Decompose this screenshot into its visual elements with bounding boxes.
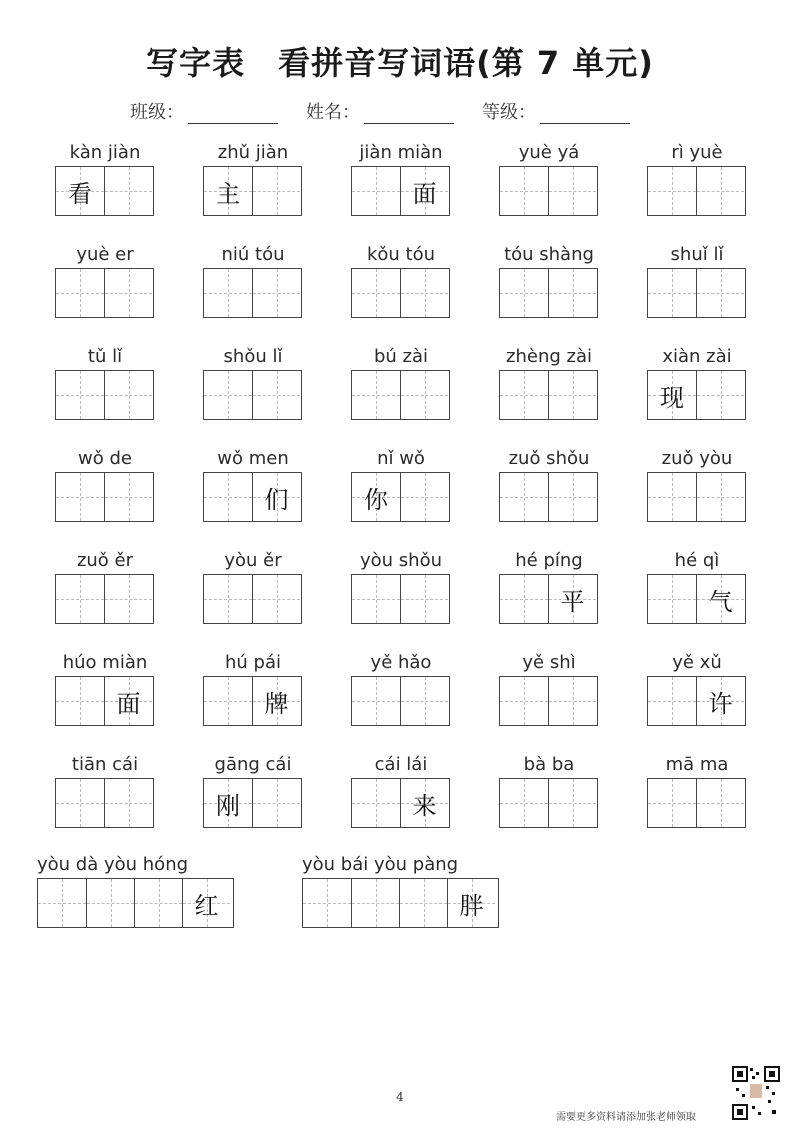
writing-box[interactable] bbox=[696, 167, 744, 215]
hanzi-char bbox=[105, 575, 152, 623]
writing-box[interactable] bbox=[500, 575, 548, 623]
pinyin-label: mā ma bbox=[665, 754, 729, 775]
writing-box[interactable] bbox=[400, 473, 448, 521]
word-cell bbox=[499, 548, 599, 624]
hanzi-char bbox=[204, 473, 252, 521]
writing-box[interactable] bbox=[648, 371, 696, 419]
word-cell bbox=[647, 140, 747, 216]
writing-box[interactable] bbox=[252, 167, 300, 215]
hanzi-char bbox=[135, 879, 182, 927]
hanzi-char bbox=[648, 167, 696, 215]
hanzi-char bbox=[56, 473, 104, 521]
pinyin-label: niú tóu bbox=[221, 244, 285, 265]
hanzi-char bbox=[697, 371, 744, 419]
pinyin-label: yě shì bbox=[522, 652, 576, 673]
writing-box[interactable] bbox=[204, 473, 252, 521]
writing-box[interactable] bbox=[182, 879, 230, 927]
hanzi-char bbox=[401, 575, 448, 623]
tianzige-boxes bbox=[647, 778, 746, 828]
grade-label: 等级： bbox=[482, 102, 536, 123]
hanzi-char bbox=[56, 575, 104, 623]
tianzige-boxes bbox=[55, 472, 154, 522]
word-cell bbox=[499, 650, 599, 726]
hanzi-char: 面 bbox=[412, 179, 437, 208]
hanzi-char bbox=[697, 779, 744, 827]
pinyin-label: shuǐ lǐ bbox=[670, 244, 724, 265]
tianzige-boxes bbox=[203, 268, 302, 318]
writing-box[interactable] bbox=[104, 371, 152, 419]
writing-box[interactable] bbox=[252, 779, 300, 827]
hanzi-char bbox=[549, 371, 596, 419]
hanzi-char bbox=[87, 879, 134, 927]
writing-box[interactable] bbox=[400, 779, 448, 827]
pinyin-label: kǒu tóu bbox=[366, 244, 436, 265]
page-number: 4 bbox=[396, 1090, 404, 1104]
hanzi-char bbox=[400, 879, 447, 927]
hanzi-char bbox=[253, 167, 300, 215]
word-cell bbox=[499, 242, 599, 318]
tianzige-boxes bbox=[499, 472, 598, 522]
writing-box[interactable] bbox=[648, 677, 696, 725]
pinyin-label: shǒu lǐ bbox=[223, 346, 283, 367]
tianzige-boxes bbox=[203, 676, 302, 726]
hanzi-char bbox=[352, 779, 400, 827]
writing-box[interactable] bbox=[548, 473, 596, 521]
word-cell bbox=[351, 650, 451, 726]
writing-box[interactable] bbox=[548, 677, 596, 725]
writing-box[interactable] bbox=[204, 167, 252, 215]
writing-box[interactable] bbox=[352, 269, 400, 317]
writing-box[interactable] bbox=[104, 779, 152, 827]
pinyin-label: tǔ lǐ bbox=[87, 346, 123, 367]
writing-box[interactable] bbox=[648, 269, 696, 317]
pinyin-label: yě hǎo bbox=[370, 652, 432, 673]
tianzige-boxes bbox=[302, 878, 499, 928]
writing-box[interactable] bbox=[104, 677, 152, 725]
pinyin-label: zuǒ ěr bbox=[76, 550, 134, 571]
word-cell bbox=[647, 242, 747, 318]
phrase-cell bbox=[302, 852, 502, 928]
word-cell bbox=[203, 242, 303, 318]
hanzi-char bbox=[352, 879, 399, 927]
writing-box[interactable] bbox=[252, 677, 300, 725]
pinyin-label: jiàn miàn bbox=[359, 142, 443, 163]
hanzi-char: 看 bbox=[68, 179, 92, 208]
writing-box[interactable] bbox=[134, 879, 182, 927]
tianzige-boxes bbox=[499, 676, 598, 726]
pinyin-label: zhǔ jiàn bbox=[217, 142, 289, 163]
tianzige-boxes bbox=[647, 370, 746, 420]
word-cell bbox=[499, 140, 599, 216]
writing-box[interactable] bbox=[56, 167, 104, 215]
writing-box[interactable] bbox=[352, 167, 400, 215]
tianzige-boxes bbox=[203, 778, 302, 828]
tianzige-boxes bbox=[499, 268, 598, 318]
writing-box[interactable] bbox=[204, 779, 252, 827]
tianzige-boxes bbox=[647, 574, 746, 624]
writing-box[interactable] bbox=[56, 473, 104, 521]
hanzi-char: 许 bbox=[708, 689, 733, 718]
writing-box[interactable] bbox=[548, 779, 596, 827]
hanzi-char bbox=[204, 677, 252, 725]
tianzige-boxes bbox=[55, 370, 154, 420]
pinyin-label: wǒ men bbox=[217, 448, 289, 469]
tianzige-boxes bbox=[499, 166, 598, 216]
writing-box[interactable] bbox=[696, 575, 744, 623]
hanzi-char bbox=[549, 167, 596, 215]
hanzi-char bbox=[401, 269, 448, 317]
writing-box[interactable] bbox=[352, 779, 400, 827]
writing-box[interactable] bbox=[252, 575, 300, 623]
hanzi-char bbox=[401, 473, 448, 521]
pinyin-label: kàn jiàn bbox=[69, 142, 141, 163]
pinyin-label: rì yuè bbox=[671, 142, 723, 163]
pinyin-label: yuè yá bbox=[518, 142, 580, 163]
hanzi-char bbox=[500, 269, 548, 317]
pinyin-label: tóu shàng bbox=[504, 244, 594, 265]
writing-box[interactable] bbox=[38, 879, 86, 927]
tianzige-boxes bbox=[499, 778, 598, 828]
pinyin-label: hé píng bbox=[515, 550, 583, 571]
hanzi-char bbox=[105, 779, 152, 827]
hanzi-char bbox=[105, 167, 152, 215]
word-cell bbox=[647, 650, 747, 726]
hanzi-char bbox=[648, 269, 696, 317]
word-cell bbox=[351, 140, 451, 216]
writing-box[interactable] bbox=[104, 575, 152, 623]
tianzige-boxes bbox=[55, 574, 154, 624]
word-cell bbox=[55, 242, 155, 318]
writing-box[interactable] bbox=[696, 371, 744, 419]
writing-box[interactable] bbox=[56, 779, 104, 827]
word-cell bbox=[55, 140, 155, 216]
word-cell bbox=[203, 446, 303, 522]
hanzi-char bbox=[401, 371, 448, 419]
writing-box[interactable] bbox=[500, 269, 548, 317]
hanzi-char bbox=[549, 269, 596, 317]
writing-box[interactable] bbox=[204, 677, 252, 725]
hanzi-char: 平 bbox=[560, 587, 585, 616]
word-cell bbox=[647, 446, 747, 522]
hanzi-char bbox=[105, 269, 152, 317]
word-cell bbox=[647, 548, 747, 624]
word-cell bbox=[55, 548, 155, 624]
tianzige-boxes bbox=[55, 166, 154, 216]
writing-box[interactable] bbox=[696, 269, 744, 317]
writing-box[interactable] bbox=[548, 167, 596, 215]
hanzi-char: 现 bbox=[660, 383, 684, 412]
writing-box[interactable] bbox=[252, 269, 300, 317]
hanzi-char: 红 bbox=[194, 891, 219, 920]
tianzige-boxes bbox=[351, 166, 450, 216]
writing-box[interactable] bbox=[696, 473, 744, 521]
tianzige-boxes bbox=[499, 574, 598, 624]
tianzige-boxes bbox=[647, 676, 746, 726]
hanzi-char bbox=[253, 779, 300, 827]
hanzi-char: 们 bbox=[264, 485, 289, 514]
pinyin-label: cái lái bbox=[374, 754, 428, 775]
writing-box[interactable] bbox=[548, 269, 596, 317]
tianzige-boxes bbox=[55, 778, 154, 828]
pinyin-label: hé qì bbox=[674, 550, 720, 571]
writing-box[interactable] bbox=[696, 779, 744, 827]
hanzi-char bbox=[56, 371, 104, 419]
name-label: 姓名： bbox=[306, 102, 360, 123]
word-cell bbox=[203, 548, 303, 624]
writing-box[interactable] bbox=[352, 575, 400, 623]
hanzi-char bbox=[56, 677, 104, 725]
tianzige-boxes bbox=[351, 472, 450, 522]
writing-box[interactable] bbox=[352, 371, 400, 419]
pinyin-label: zuǒ shǒu bbox=[508, 448, 590, 469]
word-cell bbox=[499, 446, 599, 522]
word-cell bbox=[203, 140, 303, 216]
pinyin-label: zhèng zài bbox=[506, 346, 592, 367]
word-cell bbox=[55, 752, 155, 828]
writing-box[interactable] bbox=[56, 371, 104, 419]
hanzi-char bbox=[352, 371, 400, 419]
tianzige-boxes bbox=[647, 268, 746, 318]
hanzi-char bbox=[500, 677, 548, 725]
pinyin-label: zuǒ yòu bbox=[661, 448, 733, 469]
hanzi-char bbox=[105, 371, 152, 419]
hanzi-char bbox=[352, 167, 400, 215]
writing-box[interactable] bbox=[400, 269, 448, 317]
hanzi-char: 牌 bbox=[264, 689, 289, 718]
writing-box[interactable] bbox=[447, 879, 495, 927]
writing-box[interactable] bbox=[400, 575, 448, 623]
tianzige-boxes bbox=[351, 370, 450, 420]
hanzi-char: 面 bbox=[116, 689, 141, 718]
pinyin-label: yòu ěr bbox=[224, 550, 282, 571]
hanzi-char bbox=[500, 575, 548, 623]
pinyin-label: yě xǔ bbox=[672, 652, 722, 673]
hanzi-char bbox=[697, 473, 744, 521]
tianzige-boxes bbox=[351, 574, 450, 624]
hanzi-char: 来 bbox=[412, 791, 437, 820]
writing-box[interactable] bbox=[648, 575, 696, 623]
hanzi-char bbox=[549, 779, 596, 827]
writing-box[interactable] bbox=[104, 473, 152, 521]
pinyin-label: gāng cái bbox=[214, 754, 292, 775]
writing-box[interactable] bbox=[204, 371, 252, 419]
qr-code-icon bbox=[732, 1066, 780, 1120]
tianzige-boxes bbox=[647, 472, 746, 522]
hanzi-char bbox=[648, 677, 696, 725]
tianzige-boxes bbox=[203, 472, 302, 522]
hanzi-char bbox=[105, 473, 152, 521]
writing-box[interactable] bbox=[56, 269, 104, 317]
word-cell bbox=[351, 242, 451, 318]
pinyin-label: yuè er bbox=[76, 244, 134, 265]
hanzi-char bbox=[253, 269, 300, 317]
writing-box[interactable] bbox=[500, 779, 548, 827]
page-title: 写字表 看拼音写词语(第 7 单元) bbox=[146, 44, 654, 82]
hanzi-char bbox=[204, 371, 252, 419]
hanzi-char bbox=[648, 779, 696, 827]
hanzi-char bbox=[500, 779, 548, 827]
tianzige-boxes bbox=[203, 370, 302, 420]
word-cell bbox=[55, 650, 155, 726]
writing-box[interactable] bbox=[351, 879, 399, 927]
word-cell bbox=[647, 752, 747, 828]
writing-box[interactable] bbox=[303, 879, 351, 927]
hanzi-char bbox=[56, 779, 104, 827]
writing-box[interactable] bbox=[548, 575, 596, 623]
writing-box[interactable] bbox=[56, 575, 104, 623]
hanzi-char bbox=[549, 677, 596, 725]
writing-box[interactable] bbox=[696, 677, 744, 725]
word-cell bbox=[203, 344, 303, 420]
word-cell bbox=[499, 752, 599, 828]
hanzi-char bbox=[648, 575, 696, 623]
pinyin-label: yòu dà yòu hóng bbox=[37, 854, 189, 875]
hanzi-char: 刚 bbox=[216, 791, 240, 820]
hanzi-char bbox=[204, 575, 252, 623]
writing-box[interactable] bbox=[252, 371, 300, 419]
writing-box[interactable] bbox=[500, 371, 548, 419]
tianzige-boxes bbox=[351, 268, 450, 318]
pinyin-label: yòu shǒu bbox=[359, 550, 442, 571]
word-cell bbox=[499, 344, 599, 420]
word-cell bbox=[203, 752, 303, 828]
writing-box[interactable] bbox=[500, 677, 548, 725]
hanzi-char bbox=[303, 879, 351, 927]
class-label: 班级： bbox=[130, 102, 184, 123]
word-cell bbox=[647, 344, 747, 420]
hanzi-char bbox=[204, 269, 252, 317]
tianzige-boxes bbox=[37, 878, 234, 928]
word-cell bbox=[351, 752, 451, 828]
hanzi-char bbox=[253, 575, 300, 623]
word-cell bbox=[55, 344, 155, 420]
pinyin-label: nǐ wǒ bbox=[377, 448, 425, 469]
hanzi-char bbox=[500, 371, 548, 419]
tianzige-boxes bbox=[55, 268, 154, 318]
pinyin-label: yòu bái yòu pàng bbox=[302, 854, 459, 875]
tianzige-boxes bbox=[499, 370, 598, 420]
writing-box[interactable] bbox=[104, 167, 152, 215]
tianzige-boxes bbox=[351, 778, 450, 828]
writing-box[interactable] bbox=[648, 167, 696, 215]
hanzi-char bbox=[352, 677, 400, 725]
hanzi-char: 你 bbox=[364, 485, 388, 514]
writing-box[interactable] bbox=[204, 269, 252, 317]
writing-box[interactable] bbox=[500, 167, 548, 215]
phrase-cell bbox=[37, 852, 237, 928]
tianzige-boxes bbox=[55, 676, 154, 726]
word-cell bbox=[351, 344, 451, 420]
writing-box[interactable] bbox=[352, 473, 400, 521]
word-cell bbox=[351, 446, 451, 522]
writing-box[interactable] bbox=[400, 677, 448, 725]
writing-box[interactable] bbox=[500, 473, 548, 521]
hanzi-char bbox=[697, 269, 744, 317]
pinyin-label: hú pái bbox=[225, 652, 281, 673]
hanzi-char bbox=[697, 167, 744, 215]
writing-box[interactable] bbox=[104, 269, 152, 317]
hanzi-char bbox=[648, 473, 696, 521]
hanzi-char: 胖 bbox=[459, 891, 484, 920]
writing-box[interactable] bbox=[400, 371, 448, 419]
writing-box[interactable] bbox=[400, 167, 448, 215]
writing-box[interactable] bbox=[56, 677, 104, 725]
word-cell bbox=[351, 548, 451, 624]
writing-box[interactable] bbox=[399, 879, 447, 927]
tianzige-boxes bbox=[203, 166, 302, 216]
writing-box[interactable] bbox=[204, 575, 252, 623]
hanzi-char bbox=[38, 879, 86, 927]
word-cell bbox=[203, 650, 303, 726]
pinyin-label: húo miàn bbox=[62, 652, 148, 673]
hanzi-char bbox=[253, 371, 300, 419]
writing-box[interactable] bbox=[648, 473, 696, 521]
pinyin-label: tiān cái bbox=[71, 754, 139, 775]
hanzi-char bbox=[352, 575, 400, 623]
hanzi-char bbox=[352, 269, 400, 317]
hanzi-char bbox=[401, 677, 448, 725]
hanzi-char: 气 bbox=[708, 587, 733, 616]
footer-note: 需要更多资料请添加张老师领取 bbox=[556, 1112, 696, 1123]
tianzige-boxes bbox=[203, 574, 302, 624]
pinyin-label: xiàn zài bbox=[662, 346, 732, 367]
pinyin-label: wǒ de bbox=[78, 448, 132, 469]
hanzi-char bbox=[500, 473, 548, 521]
writing-box[interactable] bbox=[648, 779, 696, 827]
tianzige-boxes bbox=[351, 676, 450, 726]
writing-box[interactable] bbox=[86, 879, 134, 927]
hanzi-char bbox=[56, 269, 104, 317]
tianzige-boxes bbox=[647, 166, 746, 216]
writing-box[interactable] bbox=[352, 677, 400, 725]
word-cell bbox=[55, 446, 155, 522]
writing-box[interactable] bbox=[252, 473, 300, 521]
hanzi-char bbox=[500, 167, 548, 215]
pinyin-label: bà ba bbox=[523, 754, 575, 775]
writing-box[interactable] bbox=[548, 371, 596, 419]
hanzi-char bbox=[549, 473, 596, 521]
pinyin-label: bú zài bbox=[373, 346, 429, 367]
hanzi-char: 主 bbox=[216, 179, 240, 208]
